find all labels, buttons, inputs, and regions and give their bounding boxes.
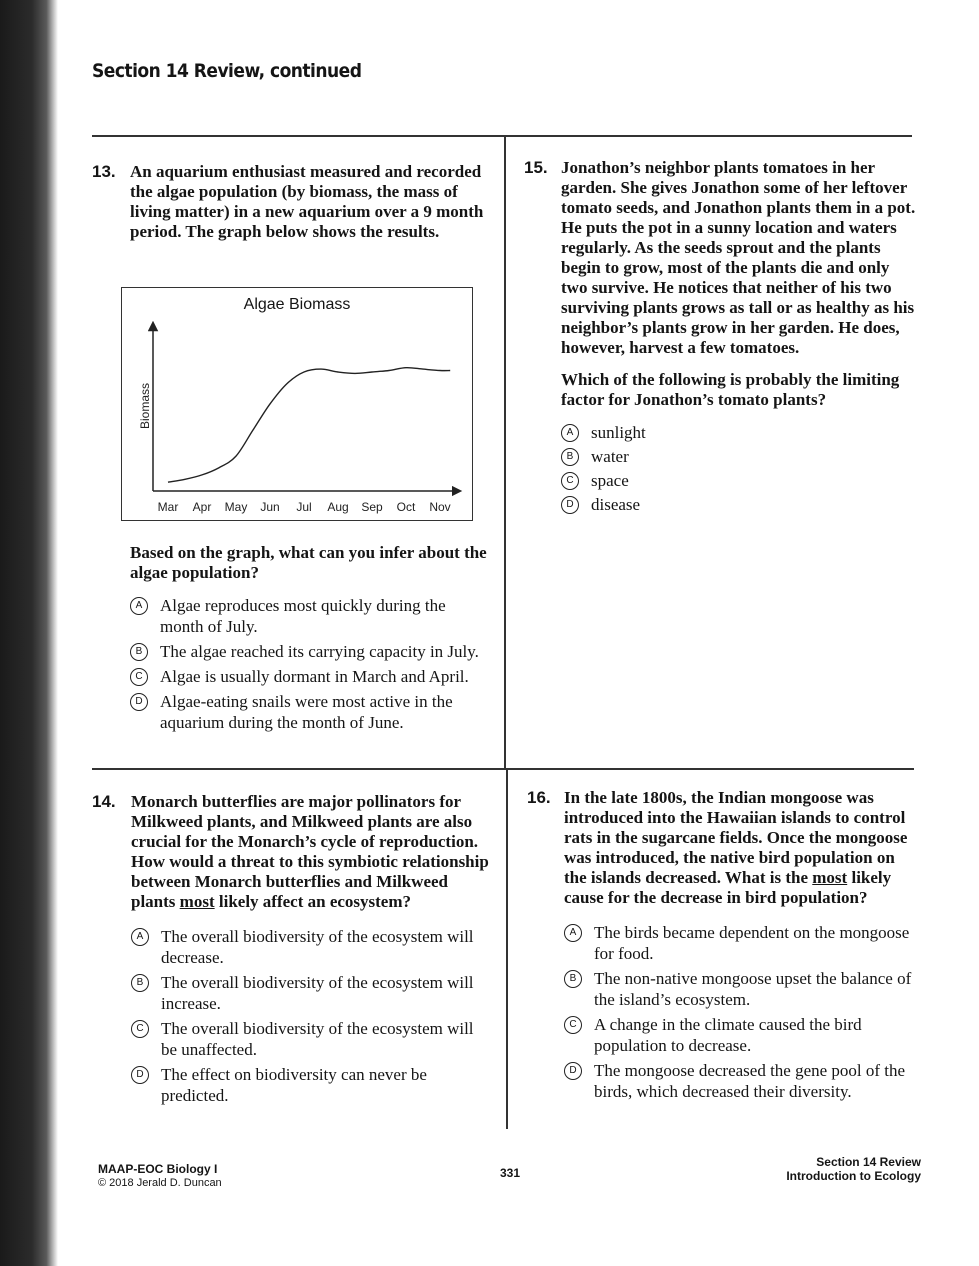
option-a[interactable] [564,922,919,964]
question-number: 13. [92,162,116,181]
series-line-biomass [168,368,450,483]
option-c[interactable] [131,1018,492,1060]
x-tick-label-jun: Jun [260,500,280,514]
option-text: The birds became dependent on the mongoose for food. [594,923,910,963]
option-text: Algae-eating snails were most active in the aquarium during the month of June. [160,692,453,732]
question-15 [524,158,916,515]
footer-section: Section 14 Review [816,1155,921,1169]
option-a[interactable] [130,595,490,637]
middle-rule [92,768,914,770]
answer-options [561,422,916,515]
choice-b-badge: B [130,643,148,661]
choice-d-badge: D [130,693,148,711]
answer-options [564,922,919,1102]
option-a[interactable] [131,926,492,968]
question-14 [92,792,492,1106]
question-text: An aquarium enthusiast measured and recorded the algae population (by biomass, the mass of living matter) in a new aquarium over a 9 month period. The graph below shows the results. [130,162,484,241]
option-c[interactable] [130,666,490,687]
choice-a-badge: A [564,924,582,942]
emphasis-most: most [179,892,215,911]
choice-d-badge: D [564,1062,582,1080]
option-text: A change in the climate caused the bird population to decrease. [594,1015,862,1055]
x-tick-labels [158,500,451,514]
footer-left [98,1162,222,1190]
option-c[interactable] [564,1014,919,1056]
option-d[interactable] [564,1060,919,1102]
option-text: Algae is usually dormant in March and April. [160,667,469,686]
option-text: The algae reached its carrying capacity in July. [160,642,479,661]
option-b[interactable] [131,972,492,1014]
column-divider-bottom [506,769,508,1129]
footer-right [786,1155,921,1183]
question-text: Monarch butterflies are major pollinators for Milkweed plants, and Milkweed plants are also crucial for the Monarch’s cycle of reproduction. How would a threat to this symbiotic relationship between Monarch butterflies and Milkweed plants most likely affect an ecosystem? [131,792,489,911]
question-prompt: Based on the graph, what can you infer about the algae population? [130,543,487,582]
option-b[interactable] [561,446,916,467]
choice-b-badge: B [564,970,582,988]
option-text: space [591,471,629,490]
section-header: Section 14 Review, continued [92,60,362,82]
option-text: The overall biodiversity of the ecosystem will increase. [161,973,474,1013]
option-text: The non-native mongoose upset the balance of the island’s ecosystem. [594,969,912,1009]
option-d[interactable] [561,494,916,515]
x-tick-label-nov: Nov [429,500,451,514]
option-text: The effect on biodiversity can never be predicted. [161,1065,427,1105]
choice-d-badge: D [131,1066,149,1084]
algae-biomass-chart [121,287,473,521]
option-text: The overall biodiversity of the ecosystem will be unaffected. [161,1019,474,1059]
page-number: 331 [500,1166,521,1180]
choice-d-badge: D [561,496,579,514]
option-a[interactable] [561,422,916,443]
y-axis-label: Biomass [138,382,152,430]
chart-plot [122,288,472,520]
scan-shadow-edge [0,0,58,1266]
x-tick-label-mar: Mar [157,500,179,514]
answer-options [131,926,492,1106]
option-b[interactable] [130,641,490,662]
x-tick-label-apr: Apr [192,500,212,514]
question-text: In the late 1800s, the Indian mongoose was introduced into the Hawaiian islands to control rats in the sugarcane fields. Once the mongoose was introduced, the native bird population on the islands decreased. What is the most likely cause for the decrease in bird population? [564,788,908,907]
question-16 [527,788,919,1102]
option-c[interactable] [561,470,916,491]
option-d[interactable] [131,1064,492,1106]
footer-topic: Introduction to Ecology [786,1169,921,1183]
choice-a-badge: A [131,928,149,946]
choice-c-badge: C [130,668,148,686]
option-text: The overall biodiversity of the ecosystem will decrease. [161,927,474,967]
footer-course: MAAP-EOC Biology I [98,1162,218,1176]
question-number: 15. [524,158,548,177]
choice-c-badge: C [131,1020,149,1038]
top-rule [92,135,912,137]
choice-c-badge: C [564,1016,582,1034]
question-number: 14. [92,792,116,811]
answer-options [130,595,490,733]
choice-a-badge: A [561,424,579,442]
option-text: The mongoose decreased the gene pool of the birds, which decreased their diversity. [594,1061,906,1101]
x-tick-label-sep: Sep [361,500,383,514]
choice-b-badge: B [131,974,149,992]
option-b[interactable] [564,968,919,1010]
choice-a-badge: A [130,597,148,615]
choice-c-badge: C [561,472,579,490]
column-divider-top [504,136,506,768]
x-tick-label-aug: Aug [327,500,349,514]
x-tick-label-jul: Jul [296,500,312,514]
choice-b-badge: B [561,448,579,466]
option-text: water [591,447,629,466]
option-text: disease [591,495,641,514]
emphasis-most: most [812,868,848,887]
x-tick-label-oct: Oct [396,500,416,514]
footer-copyright: © 2018 Jerald D. Duncan [98,1177,222,1189]
question-13-prompt-block [130,543,490,733]
question-prompt: Which of the following is probably the limiting factor for Jonathon’s tomato plants? [561,370,900,409]
question-13 [92,162,487,242]
option-text: sunlight [591,423,646,442]
question-text: Jonathon’s neighbor plants tomatoes in her garden. She gives Jonathon some of her leftover tomato seeds, and Jonathon plants them in a pot. He puts the pot in a sunny location and waters regularly. As the seeds sprout and the plants begin to grow, most of the plants die and only two survive. He notices that neither of his two surviving plants grows as tall or as healthy as his neighbor’s plants grow in her garden. He does, however, harvest a few tomatoes. [561,158,916,357]
chart-title: Algae Biomass [243,296,351,313]
question-number: 16. [527,788,551,807]
option-text: Algae reproduces most quickly during the month of July. [160,596,446,636]
x-tick-label-may: May [224,500,248,514]
option-d[interactable] [130,691,490,733]
